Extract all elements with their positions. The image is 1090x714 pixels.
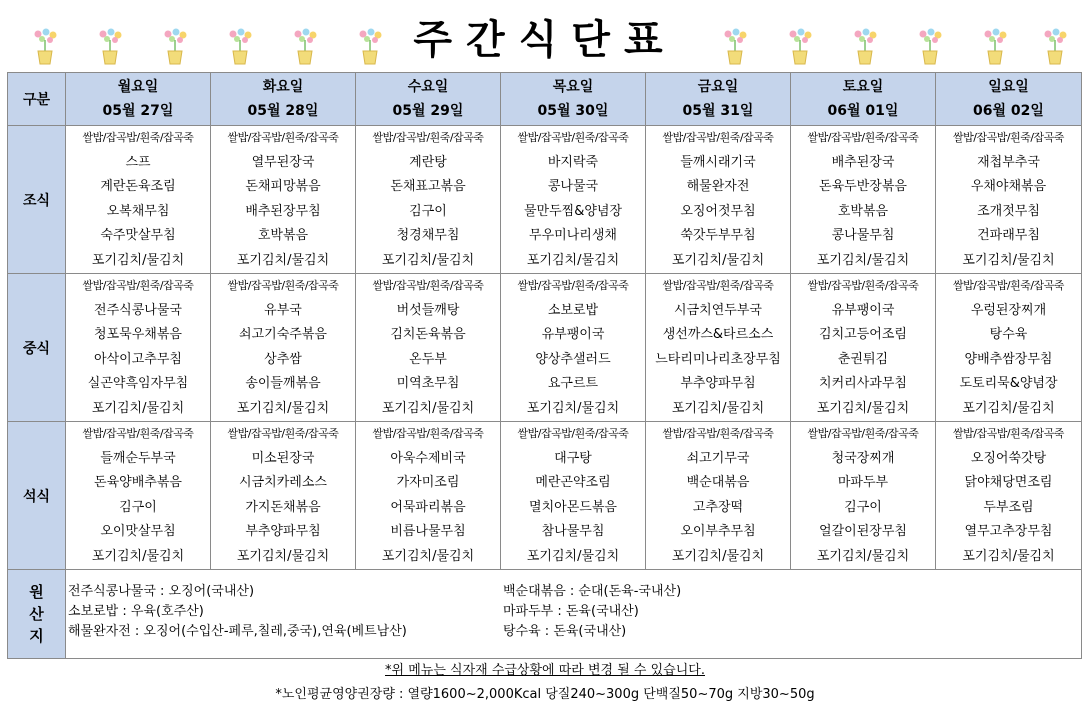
- menu-item: 포기김치/물김치: [236, 400, 330, 416]
- menu-cell: [791, 422, 936, 570]
- menu-item: 포기김치/물김치: [526, 548, 620, 564]
- menu-cell: [356, 126, 501, 274]
- menu-item: 쌀밥/잡곡밥/흰죽/잡곡죽: [82, 279, 194, 292]
- menu-item: 상추쌈: [264, 351, 302, 367]
- menu-item: 계란돈육조림: [100, 179, 176, 194]
- menu-item: 포기김치/물김치: [91, 400, 185, 416]
- menu-item: 쌀밥/잡곡밥/흰죽/잡곡죽: [953, 279, 1064, 292]
- menu-item: 김구이: [119, 499, 157, 515]
- menu-item: 청국장찌개: [831, 450, 895, 466]
- menu-item: 포기김치/물김치: [91, 548, 185, 564]
- flower-pot-icon: [980, 26, 1010, 66]
- menu-item: 쑥갓두부무침: [680, 228, 756, 243]
- menu-cell: [936, 422, 1082, 570]
- menu-item: 포기김치/물김치: [671, 252, 765, 268]
- menu-item: 오징어젓무침: [680, 203, 756, 219]
- menu-item: 해물완자전: [686, 179, 750, 194]
- menu-item: 콩나물국: [547, 179, 599, 194]
- menu-item: 유부국: [264, 302, 302, 318]
- menu-cell: [66, 274, 211, 422]
- menu-item: 메란곤약조림: [535, 475, 611, 490]
- menu-item: 계란탕: [409, 154, 447, 170]
- menu-item: 참나물무침: [541, 524, 605, 539]
- menu-item: 두부조림: [983, 499, 1034, 515]
- menu-item: 쌀밥/잡곡밥/흰죽/잡곡죽: [517, 427, 629, 440]
- menu-item: 어묵파리볶음: [390, 499, 466, 515]
- menu-item: 오징어쑥갓탕: [970, 450, 1047, 466]
- menu-cell: [211, 274, 356, 422]
- menu-item: 포기김치/물김치: [236, 548, 330, 564]
- menu-item: 요구르트: [547, 376, 599, 391]
- menu-item: 멸치아몬드볶음: [529, 499, 617, 515]
- day-header: 일요일 06월 02일: [936, 73, 1082, 126]
- menu-item: 얼갈이된장무침: [819, 524, 907, 539]
- flower-pot-icon: [915, 26, 945, 66]
- menu-item: 오이맛살무침: [100, 524, 176, 539]
- menu-item: 양배추쌈장무침: [964, 351, 1053, 367]
- header-banner: [0, 0, 1090, 72]
- menu-item: 쌀밥/잡곡밥/흰죽/잡곡죽: [227, 131, 339, 144]
- menu-item: 아삭이고추무침: [94, 351, 182, 367]
- meal-row: [8, 422, 1082, 570]
- day-header: 목요일 05월 30일: [501, 73, 646, 126]
- menu-item: 돈채표고볶음: [390, 179, 466, 194]
- menu-item: 송이들깨볶음: [245, 376, 321, 391]
- menu-item: 쌀밥/잡곡밥/흰죽/잡곡죽: [662, 279, 774, 292]
- menu-item: 온두부: [409, 351, 447, 367]
- menu-cell: [501, 274, 646, 422]
- menu-item: 닭야채당면조림: [964, 475, 1053, 490]
- menu-item: 포기김치/물김치: [962, 400, 1055, 416]
- flower-pot-icon: [30, 26, 60, 66]
- origin-item: 전주식콩나물국 : 오징어(국내산): [68, 584, 255, 599]
- origin-left-column: [68, 582, 407, 642]
- origin-right-column: [503, 582, 681, 642]
- menu-item: 시금치연두부국: [674, 302, 762, 318]
- menu-item: 가지돈채볶음: [245, 499, 321, 515]
- menu-item: 포기김치/물김치: [91, 252, 185, 268]
- menu-item: 포기김치/물김치: [962, 548, 1055, 564]
- menu-item: 재첩부추국: [977, 154, 1040, 170]
- menu-item: 쌀밥/잡곡밥/흰죽/잡곡죽: [227, 279, 339, 292]
- menu-item: 쌀밥/잡곡밥/흰죽/잡곡죽: [82, 427, 194, 440]
- menu-item: 포기김치/물김치: [671, 400, 765, 416]
- day-header: 토요일 06월 01일: [791, 73, 936, 126]
- menu-item: 스프: [125, 154, 151, 170]
- meal-label: 조식: [8, 126, 66, 274]
- meal-label: 중식: [8, 274, 66, 422]
- menu-item: 유부팽이국: [541, 327, 605, 342]
- menu-item: 열무된장국: [251, 154, 315, 170]
- menu-item: 돈육두반장볶음: [819, 179, 907, 194]
- menu-item: 포기김치/물김치: [381, 252, 475, 268]
- menu-item: 김구이: [844, 499, 882, 515]
- weekly-menu-table: [7, 72, 1082, 659]
- flower-pot-icon: [850, 26, 880, 66]
- day-header: 월요일 05월 27일: [66, 73, 211, 126]
- menu-item: 도토리묵&양념장: [959, 376, 1058, 391]
- menu-item: 호박볶음: [837, 203, 889, 219]
- day-header: 수요일 05월 29일: [356, 73, 501, 126]
- menu-item: 포기김치/물김치: [526, 400, 620, 416]
- menu-cell: [646, 274, 791, 422]
- menu-item: 우채야채볶음: [970, 179, 1047, 194]
- menu-item: 쌀밥/잡곡밥/흰죽/잡곡죽: [372, 279, 484, 292]
- menu-cell: [646, 422, 791, 570]
- menu-item: 청경채무침: [396, 228, 460, 243]
- flower-pot-icon: [785, 26, 815, 66]
- menu-cell: [211, 126, 356, 274]
- menu-item: 양상추샐러드: [535, 351, 611, 367]
- menu-item: 실곤약흑임자무침: [87, 376, 189, 391]
- menu-item: 고추장떡: [692, 499, 744, 515]
- menu-cell: [66, 422, 211, 570]
- menu-item: 쌀밥/잡곡밥/흰죽/잡곡죽: [662, 131, 774, 144]
- menu-item: 포기김치/물김치: [816, 548, 910, 564]
- origin-item: 마파두부 : 돈육(국내산): [503, 604, 639, 619]
- menu-item: 무우미나리생채: [529, 228, 617, 243]
- menu-item: 쌀밥/잡곡밥/흰죽/잡곡죽: [372, 427, 484, 440]
- menu-item: 전주식콩나물국: [94, 302, 182, 318]
- origin-item: 백순대볶음 : 순대(돈육-국내산): [503, 584, 682, 599]
- flower-pot-icon: [95, 26, 125, 66]
- flower-pot-icon: [225, 26, 255, 66]
- menu-item: 포기김치/물김치: [816, 252, 910, 268]
- menu-item: 조개젓무침: [977, 203, 1040, 219]
- menu-item: 미소된장국: [251, 450, 315, 466]
- menu-item: 포기김치/물김치: [962, 252, 1055, 268]
- menu-cell: [646, 126, 791, 274]
- table-header-row: [8, 73, 1082, 126]
- menu-cell: [211, 422, 356, 570]
- menu-item: 숙주맛살무침: [100, 228, 176, 243]
- flower-pot-icon: [1040, 26, 1070, 66]
- menu-item: 쌀밥/잡곡밥/흰죽/잡곡죽: [662, 427, 774, 440]
- menu-item: 쌀밥/잡곡밥/흰죽/잡곡죽: [82, 131, 194, 144]
- menu-item: 유부팽이국: [831, 302, 895, 318]
- menu-item: 쌀밥/잡곡밥/흰죽/잡곡죽: [227, 427, 339, 440]
- menu-item: 느타리미나리초장무침: [655, 351, 781, 367]
- menu-cell: [791, 126, 936, 274]
- menu-item: 소보로밥: [547, 302, 599, 318]
- menu-cell: [356, 274, 501, 422]
- menu-item: 호박볶음: [257, 228, 309, 243]
- origin-item: 해물완자전 : 오징어(수입산-페루,칠레,중국),연육(베트남산): [68, 624, 407, 639]
- menu-item: 대구탕: [554, 450, 592, 466]
- menu-item: 탕수육: [989, 327, 1028, 342]
- change-notice: *위 메뉴는 식자재 수급상황에 따라 변경 될 수 있습니다.: [385, 663, 705, 678]
- menu-cell: [936, 126, 1082, 274]
- menu-item: 쌀밥/잡곡밥/흰죽/잡곡죽: [953, 427, 1064, 440]
- menu-item: 비름나물무침: [390, 524, 466, 539]
- menu-item: 가자미조림: [396, 475, 460, 490]
- menu-item: 포기김치/물김치: [381, 400, 475, 416]
- menu-item: 버섯들깨탕: [396, 302, 460, 318]
- menu-item: 물만두찜&양념장: [523, 203, 623, 219]
- menu-cell: [501, 422, 646, 570]
- menu-item: 포기김치/물김치: [236, 252, 330, 268]
- origin-info: [66, 570, 1082, 659]
- menu-cell: [66, 126, 211, 274]
- menu-item: 시금치카레소스: [239, 475, 327, 490]
- menu-item: 김치돈육볶음: [390, 327, 466, 342]
- day-header: 화요일 05월 28일: [211, 73, 356, 126]
- menu-item: 쌀밥/잡곡밥/흰죽/잡곡죽: [807, 131, 919, 144]
- menu-item: 김구이: [409, 203, 447, 219]
- meal-row: [8, 274, 1082, 422]
- flower-pot-icon: [720, 26, 750, 66]
- menu-item: 미역초무침: [396, 376, 460, 391]
- menu-item: 춘권튀김: [837, 351, 889, 367]
- menu-item: 포기김치/물김치: [671, 548, 765, 564]
- menu-item: 들깨시래기국: [680, 154, 756, 170]
- menu-item: 아욱수제비국: [390, 450, 466, 466]
- page-title: 주간식단표: [413, 17, 677, 63]
- menu-item: 포기김치/물김치: [381, 548, 475, 564]
- menu-item: 배추된장국: [831, 154, 895, 170]
- menu-item: 쌀밥/잡곡밥/흰죽/잡곡죽: [372, 131, 484, 144]
- menu-cell: [791, 274, 936, 422]
- menu-item: 포기김치/물김치: [816, 400, 910, 416]
- menu-item: 부추양파무침: [680, 376, 756, 391]
- menu-item: 치커리사과무침: [819, 376, 907, 391]
- menu-item: 우렁된장찌개: [970, 302, 1047, 318]
- menu-item: 포기김치/물김치: [526, 252, 620, 268]
- menu-item: 쇠고기무국: [686, 450, 750, 466]
- origin-item: 탕수육 : 돈육(국내산): [503, 624, 627, 639]
- header-label: 구분: [8, 73, 66, 126]
- origin-row: [8, 570, 1082, 659]
- menu-item: 쌀밥/잡곡밥/흰죽/잡곡죽: [517, 279, 629, 292]
- menu-item: 생선까스&타르소스: [662, 327, 774, 342]
- origin-label: 원 산 지: [8, 570, 66, 659]
- menu-item: 부추양파무침: [245, 524, 321, 539]
- menu-item: 쌀밥/잡곡밥/흰죽/잡곡죽: [807, 279, 919, 292]
- menu-item: 쇠고기숙주볶음: [239, 327, 327, 342]
- menu-item: 오복채무침: [106, 203, 170, 219]
- menu-item: 쌀밥/잡곡밥/흰죽/잡곡죽: [517, 131, 629, 144]
- menu-item: 배추된장무침: [245, 203, 321, 219]
- flower-pot-icon: [290, 26, 320, 66]
- menu-cell: [356, 422, 501, 570]
- menu-item: 청포묵우채볶음: [94, 327, 182, 342]
- menu-item: 바지락죽: [547, 154, 599, 170]
- menu-item: 백순대볶음: [686, 475, 750, 490]
- meal-row: [8, 126, 1082, 274]
- flower-pot-icon: [160, 26, 190, 66]
- origin-item: 소보로밥 : 우육(호주산): [68, 604, 204, 619]
- menu-item: 돈육양배추볶음: [94, 475, 182, 490]
- menu-item: 오이부추무침: [680, 524, 756, 539]
- menu-cell: [501, 126, 646, 274]
- menu-item: 열무고추장무침: [964, 524, 1053, 539]
- menu-item: 쌀밥/잡곡밥/흰죽/잡곡죽: [807, 427, 919, 440]
- menu-item: 콩나물무침: [831, 228, 895, 243]
- menu-item: 건파래무침: [977, 228, 1040, 243]
- menu-item: 마파두부: [837, 475, 889, 490]
- nutrition-notice: *노인평균영양권장량 : 열량1600~2,000Kcal 당질240~300g 단백질50~70g 지방30~50g: [275, 687, 815, 702]
- menu-item: 쌀밥/잡곡밥/흰죽/잡곡죽: [953, 131, 1064, 144]
- meal-label: 석식: [8, 422, 66, 570]
- menu-item: 김치고등어조림: [819, 327, 907, 342]
- day-header: 금요일 05월 31일: [646, 73, 791, 126]
- menu-cell: [936, 274, 1082, 422]
- menu-item: 들깨순두부국: [100, 450, 176, 466]
- menu-item: 돈채피망볶음: [245, 179, 321, 194]
